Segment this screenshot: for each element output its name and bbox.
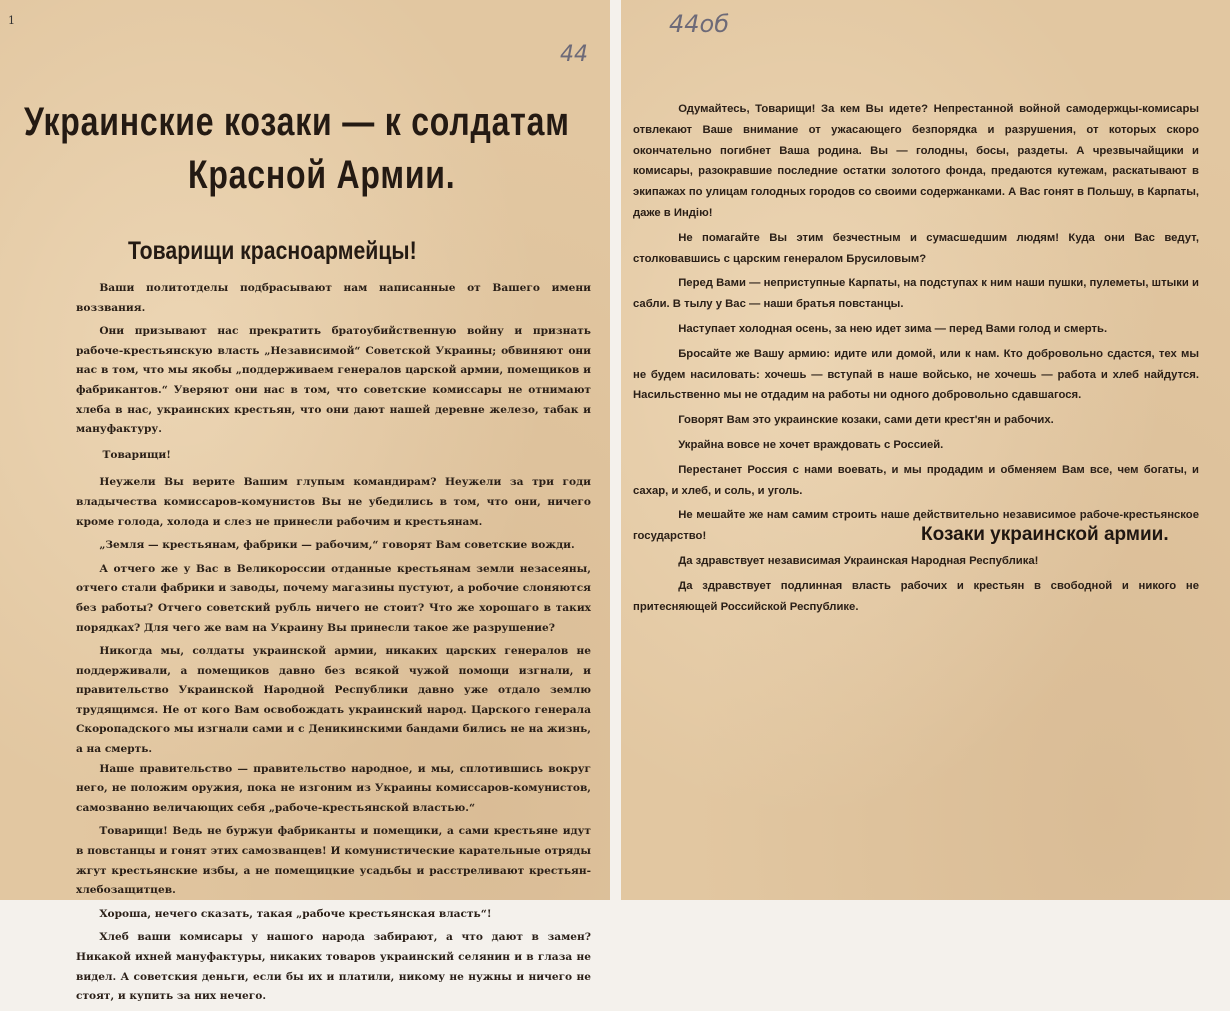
left-body-text (76, 279, 591, 1011)
signature: Козаки украинской армии. (921, 524, 1169, 545)
paragraph: Хороша, нечего сказать, такая „рабоче крестьянская власть“! (99, 907, 492, 920)
paragraph: Одумайтесь, Товарищи! За кем Вы идете? Непрестанной войной самодержцы-комисары отвлекают Ваше внимание от ужасающего безпорядка и разрушения, от которых скоро окончательно погибнет Ваша родина. Вы — голодны, босы, раздеты. А чрезвычайщики и комисары, разокравшие последние остатки золотого фонда, предаются кутежам, раскатывают в экипажах по улицам голодных городов со своими содержанками. А Вас гонят в Польшу, в Карпаты, даже в Индію! (633, 103, 1199, 219)
title-line-1: Украинские козаки — к солдатам (24, 100, 570, 144)
subtitle: Товарищи красноармейцы! (128, 237, 417, 265)
left-page (0, 0, 610, 1003)
paragraph: Наступает холодная осень, за нею идет зима — перед Вами голод и смерть. (678, 322, 1108, 335)
paragraph: Товарищи! Ведь не буржуи фабриканты и помещики, а сами крестьяне идут в повстанцы и гонят этих самозванцев! И комунистические карательные отряды жгут крестьянские избы, а не помещицкие усадьбы и расстреливают крестьян-хлебозащитцев. (76, 825, 591, 897)
paragraph: Наше правительство — правительство народное, и мы, сплотившись вокруг него, не положим оружия, пока не изгоним из Украины комиссаров-комунистов, самозванно величающих себя „рабоче-крестьянской властью.“ (76, 762, 591, 814)
page-mark: 1 (8, 14, 15, 27)
paragraph: Бросайте же Вашу армию: идите или домой, или к нам. Кто добровольно сдастся, тех мы не будем насиловать: хочешь — вступай в наше войсько, не хочешь — работа и хлеб найдутся. Насильственно мы не отдадим на работы ни одного добровольно сдавшагося. (633, 347, 1199, 402)
folio-number: 44 (560, 42, 588, 67)
folio-number: 44об (669, 10, 730, 38)
paragraph: Перестанет Россия с нами воевать, и мы продадим и обменяем Вам все, чем богаты, и сахар, и хлеб, и соль, и уголь. (633, 463, 1199, 497)
paragraph: „Земля — крестьянам, фабрики — рабочим,“ говорят Вам советские вожди. (99, 539, 575, 552)
title-line-2: Красной Армии. (188, 153, 456, 197)
paragraph: Украйна вовсе не хочет враждовать с Россией. (678, 438, 944, 451)
paragraph: Не мешайте же нам самим строить наше действительно независимое рабоче-крестьянское государство! (633, 509, 1199, 543)
paragraph: Хлеб ваши комисары у нашого народа забирают, а что дают в замен? Никакой ихней мануфактуры, никаких товаров украинский селянин и в глаза не видел. А советския деньги, если бы их и платили, никому не нужны и ничего не стоят, и купить за них нечего. (76, 931, 591, 1003)
paragraph: А отчего же у Вас в Великороссии отданные крестьянам земли незасеяны, отчего стали фабрики и заводы, почему магазины пустуют, а робочие слоняются без работы? Отчего советский рубль ничего не стоит? Что же хорошаго в таких порядках? Для чего же вам на Украину Вы принесли такое же разрушение? (76, 562, 591, 634)
paragraph: Перед Вами — неприступные Карпаты, на подступах к ним наши пушки, пулеметы, штыки и сабли. В тылу у Вас — наши братья повстанцы. (633, 277, 1199, 311)
paragraph: Да здравствует независимая Украинская Народная Республика! (678, 554, 1039, 567)
paragraph: Товарищи! (102, 448, 171, 461)
paragraph: Да здравствует подлинная власть рабочих и крестьян в свободной и никого не притесняющей Российской Республике. (633, 579, 1199, 613)
right-page (621, 0, 1230, 900)
paragraph: Ваши политотделы подбрасывают нам написанные от Вашего имени воззвания. (76, 282, 591, 314)
paragraph: Говорят Вам это украинские козаки, сами дети крест'ян и рабочих. (678, 414, 1054, 427)
paragraph: Не помагайте Вы этим безчестным и сумасшедшим людям! Куда они Вас ведут, столковавшись с царским генералом Брусиловым? (633, 231, 1199, 265)
paragraph: Они призывают нас прекратить братоубийственную войну и признать рабоче-крестьянскую власть „Независимой“ Советской Украины; обвиняют они нас в том, что мы якобы „поддерживаем генералов царской армии, помещиков и фабрикантов.“ Уверяют они нас в том, что советские комиссары не отнимают хлеба в нас, украинских крестьян, что они дают нашей деревне железо, табак и мануфактуру. (76, 325, 591, 436)
paragraph: Никогда мы, солдаты украинской армии, никаких царских генералов не поддерживали, а помещиков давно без всякой чужой помощи изгнали, и правительство Украинской Народной Республики давно уже отдало землю трудящимся. Не от кого Вам освобождать украинский народ. Царского генерала Скоропадского мы изгнали сами и с Деникинскими бандами бились не на жизнь, а на смерть. (76, 645, 591, 756)
paragraph: Неужели Вы верите Вашим глупым командирам? Неужели за три годи владычества комиссаров-комунистов Вы не убедились в том, что они, ничего кроме голода, холода и слез не принесли рабочим и крестьянам. (76, 476, 591, 528)
